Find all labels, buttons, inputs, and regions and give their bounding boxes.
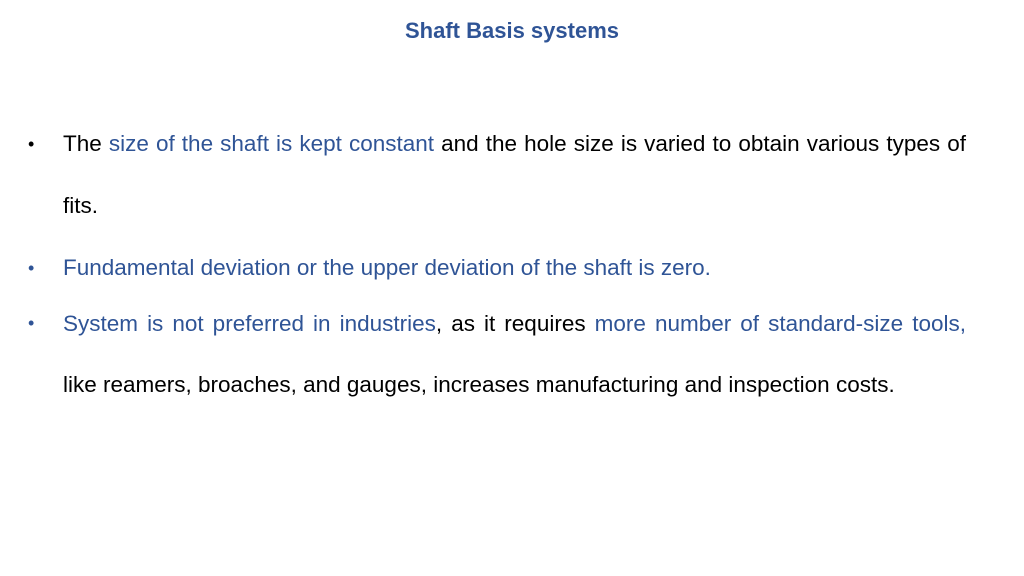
bullet-item-industry-preference xyxy=(28,293,966,415)
bullet-item-fundamental-deviation xyxy=(28,251,966,285)
bullet-text-plain: like reamers, broaches, and gauges, increases manufacturing and inspection costs. xyxy=(63,372,895,397)
bullet-text-highlight: System is not preferred in industries xyxy=(63,311,436,336)
bullet-text-plain: and the hole size is varied to obtain various types of fits. xyxy=(63,131,966,218)
bullet-list xyxy=(28,113,966,415)
bullet-item-shaft-size xyxy=(28,113,966,237)
bullet-text-plain: The xyxy=(63,131,109,156)
bullet-text-highlight: Fundamental deviation or the upper deviation of the shaft is zero. xyxy=(63,255,711,280)
bullet-text-highlight: size of the shaft is kept constant xyxy=(108,131,435,156)
slide-title: Shaft Basis systems xyxy=(405,18,619,43)
bullet-text-highlight: more number of standard-size tools, xyxy=(594,311,966,336)
bullet-dot-icon: • xyxy=(28,134,35,154)
bullet-dot-icon: • xyxy=(28,258,35,278)
bullet-dot-icon: • xyxy=(28,313,35,333)
bullet-text-plain: , as it requires xyxy=(435,311,595,336)
